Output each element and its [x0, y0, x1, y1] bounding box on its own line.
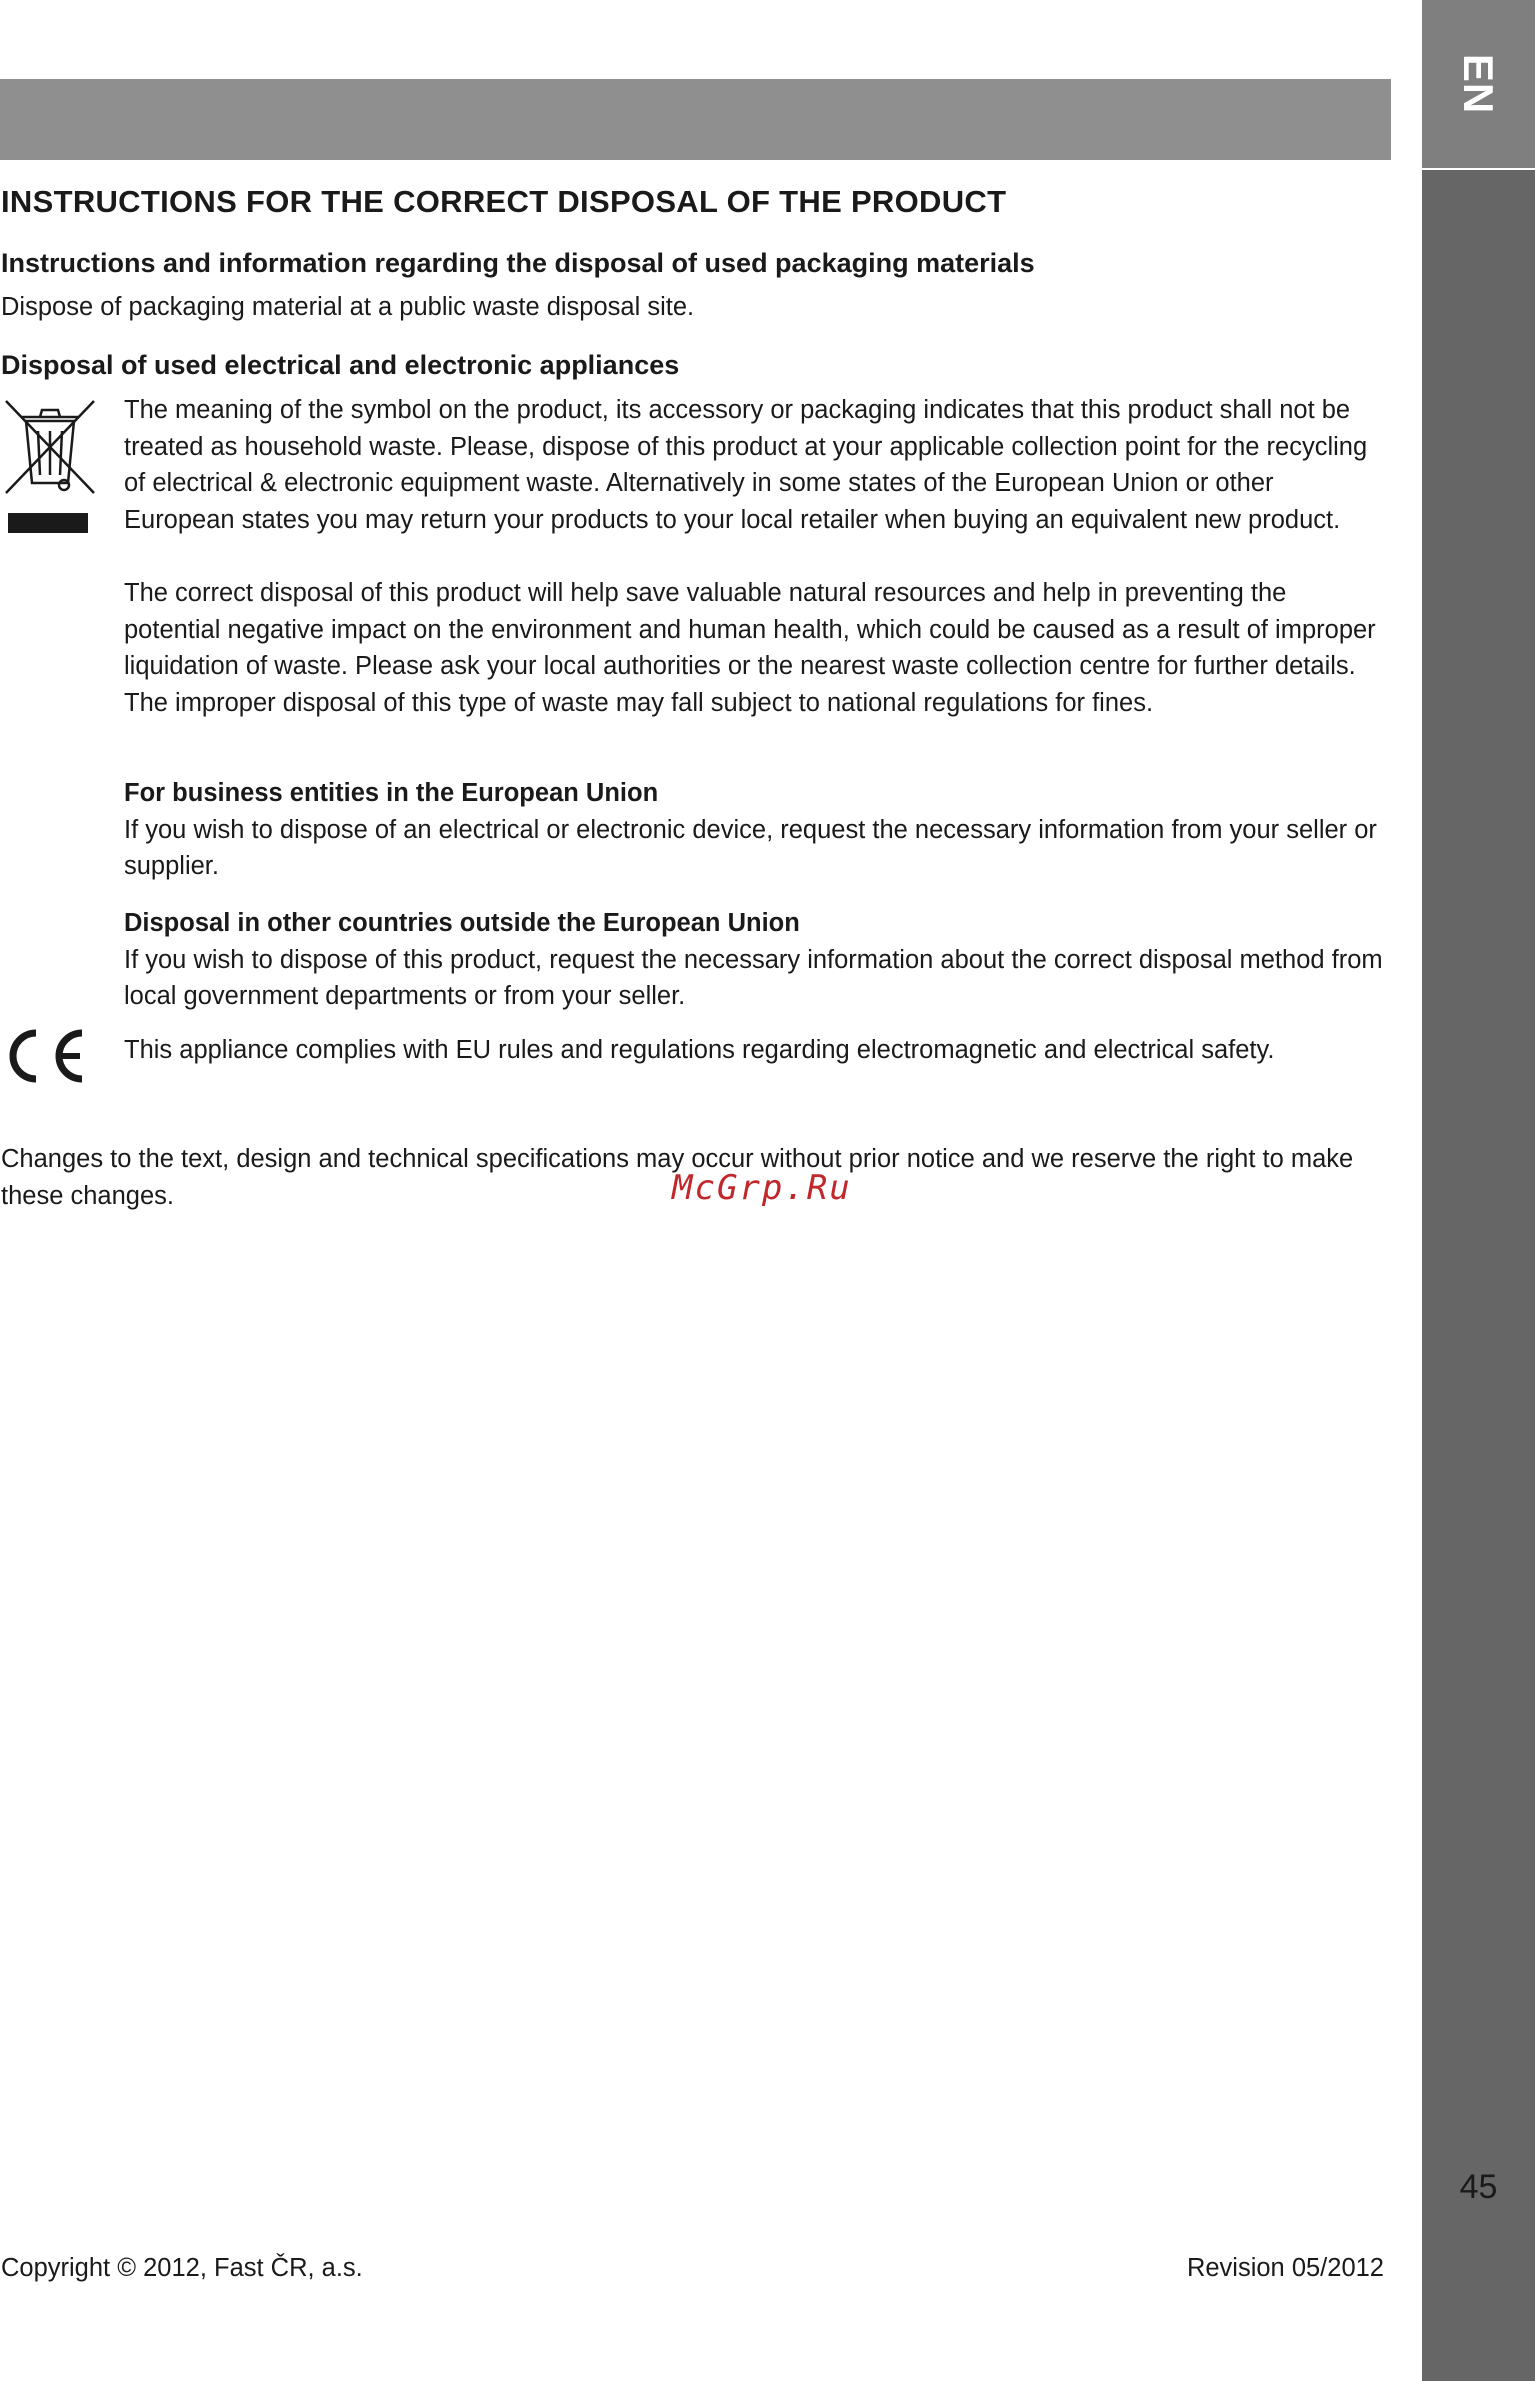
weee-paragraph-1: The meaning of the symbol on the product, its accessory or packaging indicates that this product shall not be treated as household waste. Please, dispose of this product at your applicable collection point for the recycling of electrical & electronic equipment waste. Alternatively in some states of the European Union or other European states you may return your products to your local retailer when buying an equivalent new product.: [124, 396, 1368, 534]
page-number: 45: [1459, 2168, 1498, 2206]
revision-text: Revision 05/2012: [1186, 2254, 1384, 2282]
weee-paragraph-2: The correct disposal of this product will help save valuable natural resources and help in preventing the potential negative impact on the environment and human health, which could be caused as a result of improper liquidation of waste. Please ask your local authorities or the nearest waste collection centre for further details. The improper disposal of this type of waste may fall subject to national regulations for fines.: [124, 579, 1376, 717]
page-title: INSTRUCTIONS FOR THE CORRECT DISPOSAL OF THE PRODUCT: [1, 184, 1007, 219]
changes-notice: Changes to the text, design and technical specifications may occur without prior notice and we reserve the right to make these changes.: [1, 1145, 1354, 1210]
other-countries-heading: Disposal in other countries outside the European Union: [124, 909, 800, 937]
business-heading: For business entities in the European Union: [124, 779, 659, 807]
copyright-text: Copyright © 2012, Fast ČR, a.s.: [1, 2254, 363, 2282]
crossed-out-wheelie-bin-icon: [0, 395, 100, 540]
language-label: EN: [1455, 53, 1502, 115]
appliances-heading: Disposal of used electrical and electronic appliances: [1, 350, 680, 380]
business-section: [124, 775, 1389, 885]
ce-mark-icon: [0, 1027, 86, 1085]
packaging-text: Dispose of packaging material at a public waste disposal site.: [1, 293, 695, 321]
business-text: If you wish to dispose of an electrical or electronic device, request the necessary information from your seller or supplier.: [124, 815, 1377, 880]
other-countries-text: If you wish to dispose of this product, request the necessary information about the correct disposal method from local government departments or from your seller.: [124, 945, 1383, 1010]
packaging-heading: Instructions and information regarding the disposal of used packaging materials: [1, 248, 1035, 278]
ce-compliance-text: This appliance complies with EU rules and regulations regarding electromagnetic and electrical safety.: [124, 1036, 1275, 1064]
other-countries-section: [124, 905, 1389, 1015]
language-tab[interactable]: [1422, 0, 1535, 170]
language-sidebar: [1422, 0, 1535, 2381]
section-header-bar: [0, 79, 1391, 160]
watermark: McGrp.Ru: [672, 1168, 852, 1208]
